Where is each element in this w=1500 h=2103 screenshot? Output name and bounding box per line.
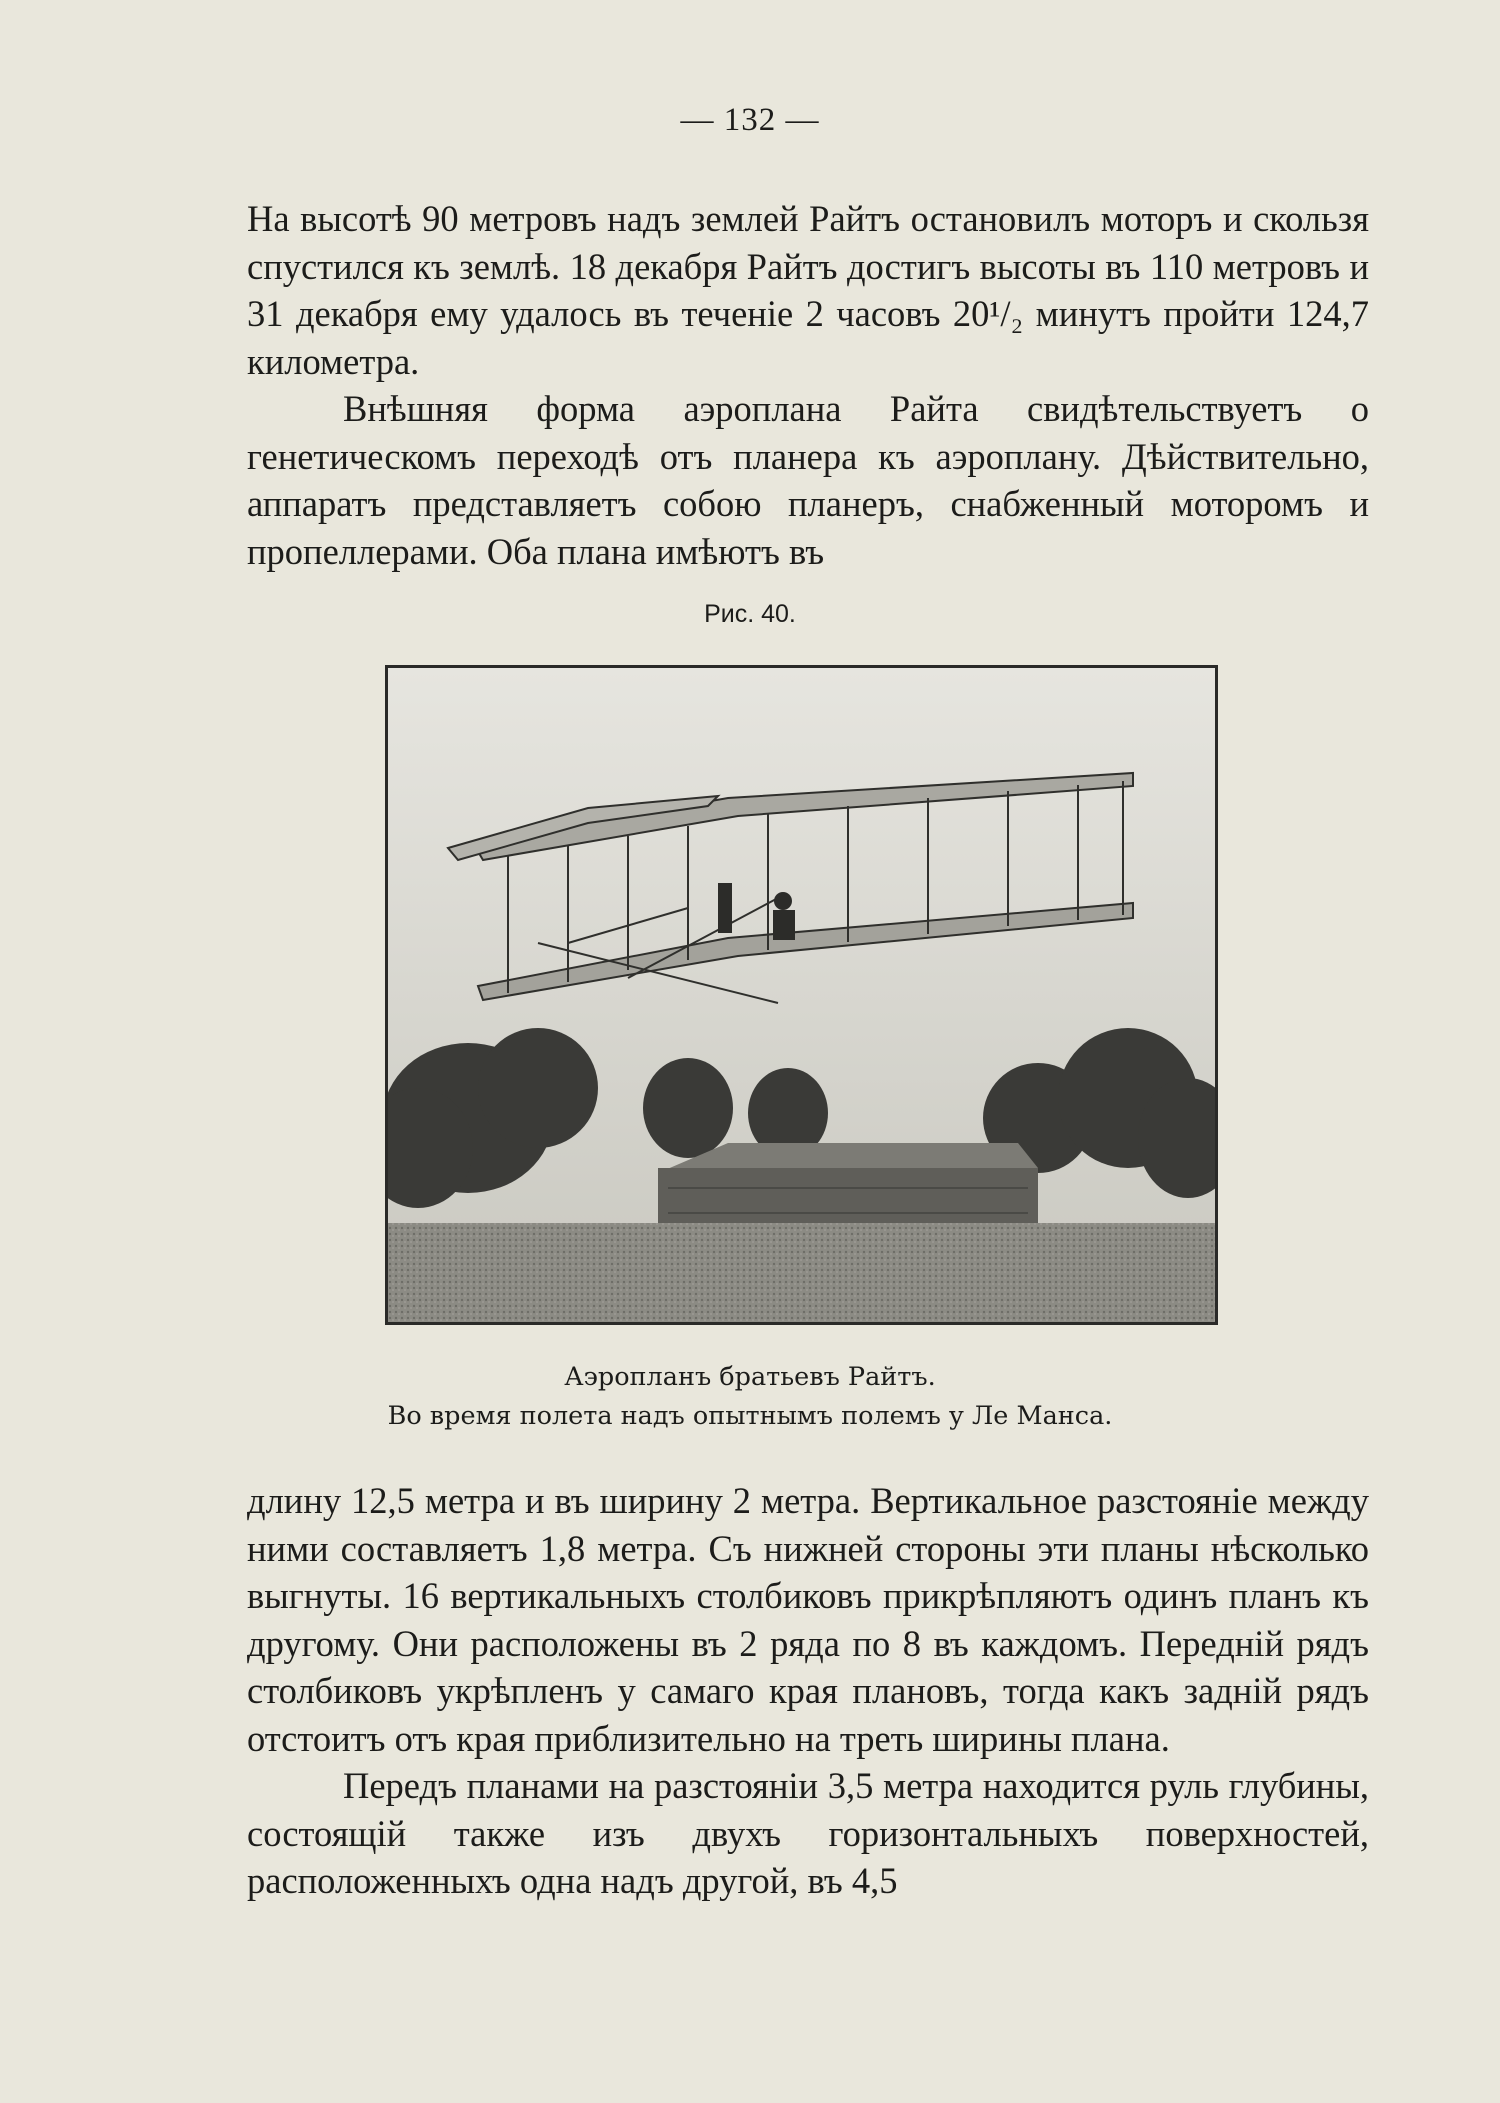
- wright-biplane-photo: [385, 665, 1218, 1325]
- page-number: — 132 —: [680, 102, 820, 138]
- paragraph: На высотѣ 90 метровъ надъ землей Райтъ остановилъ моторъ и скользя спустился къ землѣ. 18 декабря Райтъ достигъ высоты въ 110 метровъ и 31 декабря ему удалось въ теченіе 2 часовъ 20¹/₂ минутъ пройти 124,7 километра.: [247, 198, 1369, 382]
- figure-caption: [0, 1358, 1500, 1436]
- paragraph: длину 12,5 метра и въ ширину 2 метра. Вертикальное разстояніе между ними составляетъ 1,8 метра. Съ нижней стороны эти планы нѣсколько выгнуты. 16 вертикальныхъ столбиковъ прикрѣпляютъ одинъ планъ къ другому. Они расположены въ 2 ряда по 8 въ каждомъ. Передній рядъ столбиковъ укрѣпленъ у самаго края плановъ, тогда какъ задній рядъ отстоитъ отъ края приблизительно на треть ширины плана.: [247, 1480, 1369, 1759]
- caption-line: Аэропланъ братьевъ Райтъ.: [564, 1362, 936, 1392]
- figure-label: Рис. 40.: [704, 600, 796, 628]
- top-text-block: [247, 195, 1369, 575]
- paragraph: Передъ планами на разстояніи 3,5 метра находится руль глубины, состоящій также изъ двухъ горизонтальныхъ поверхностей, расположенныхъ одна надъ другой, въ 4,5: [247, 1765, 1369, 1901]
- caption-line: Во время полета надъ опытнымъ полемъ у Ле Манса.: [387, 1401, 1113, 1431]
- bottom-text-block: [247, 1477, 1369, 1905]
- paragraph: Внѣшняя форма аэроплана Райта свидѣтельствуетъ о генетическомъ переходѣ отъ планера къ аэроплану. Дѣйствительно, аппаратъ представляетъ собою планеръ, снабженный моторомъ и пропеллерами. Оба плана имѣютъ въ: [247, 388, 1369, 572]
